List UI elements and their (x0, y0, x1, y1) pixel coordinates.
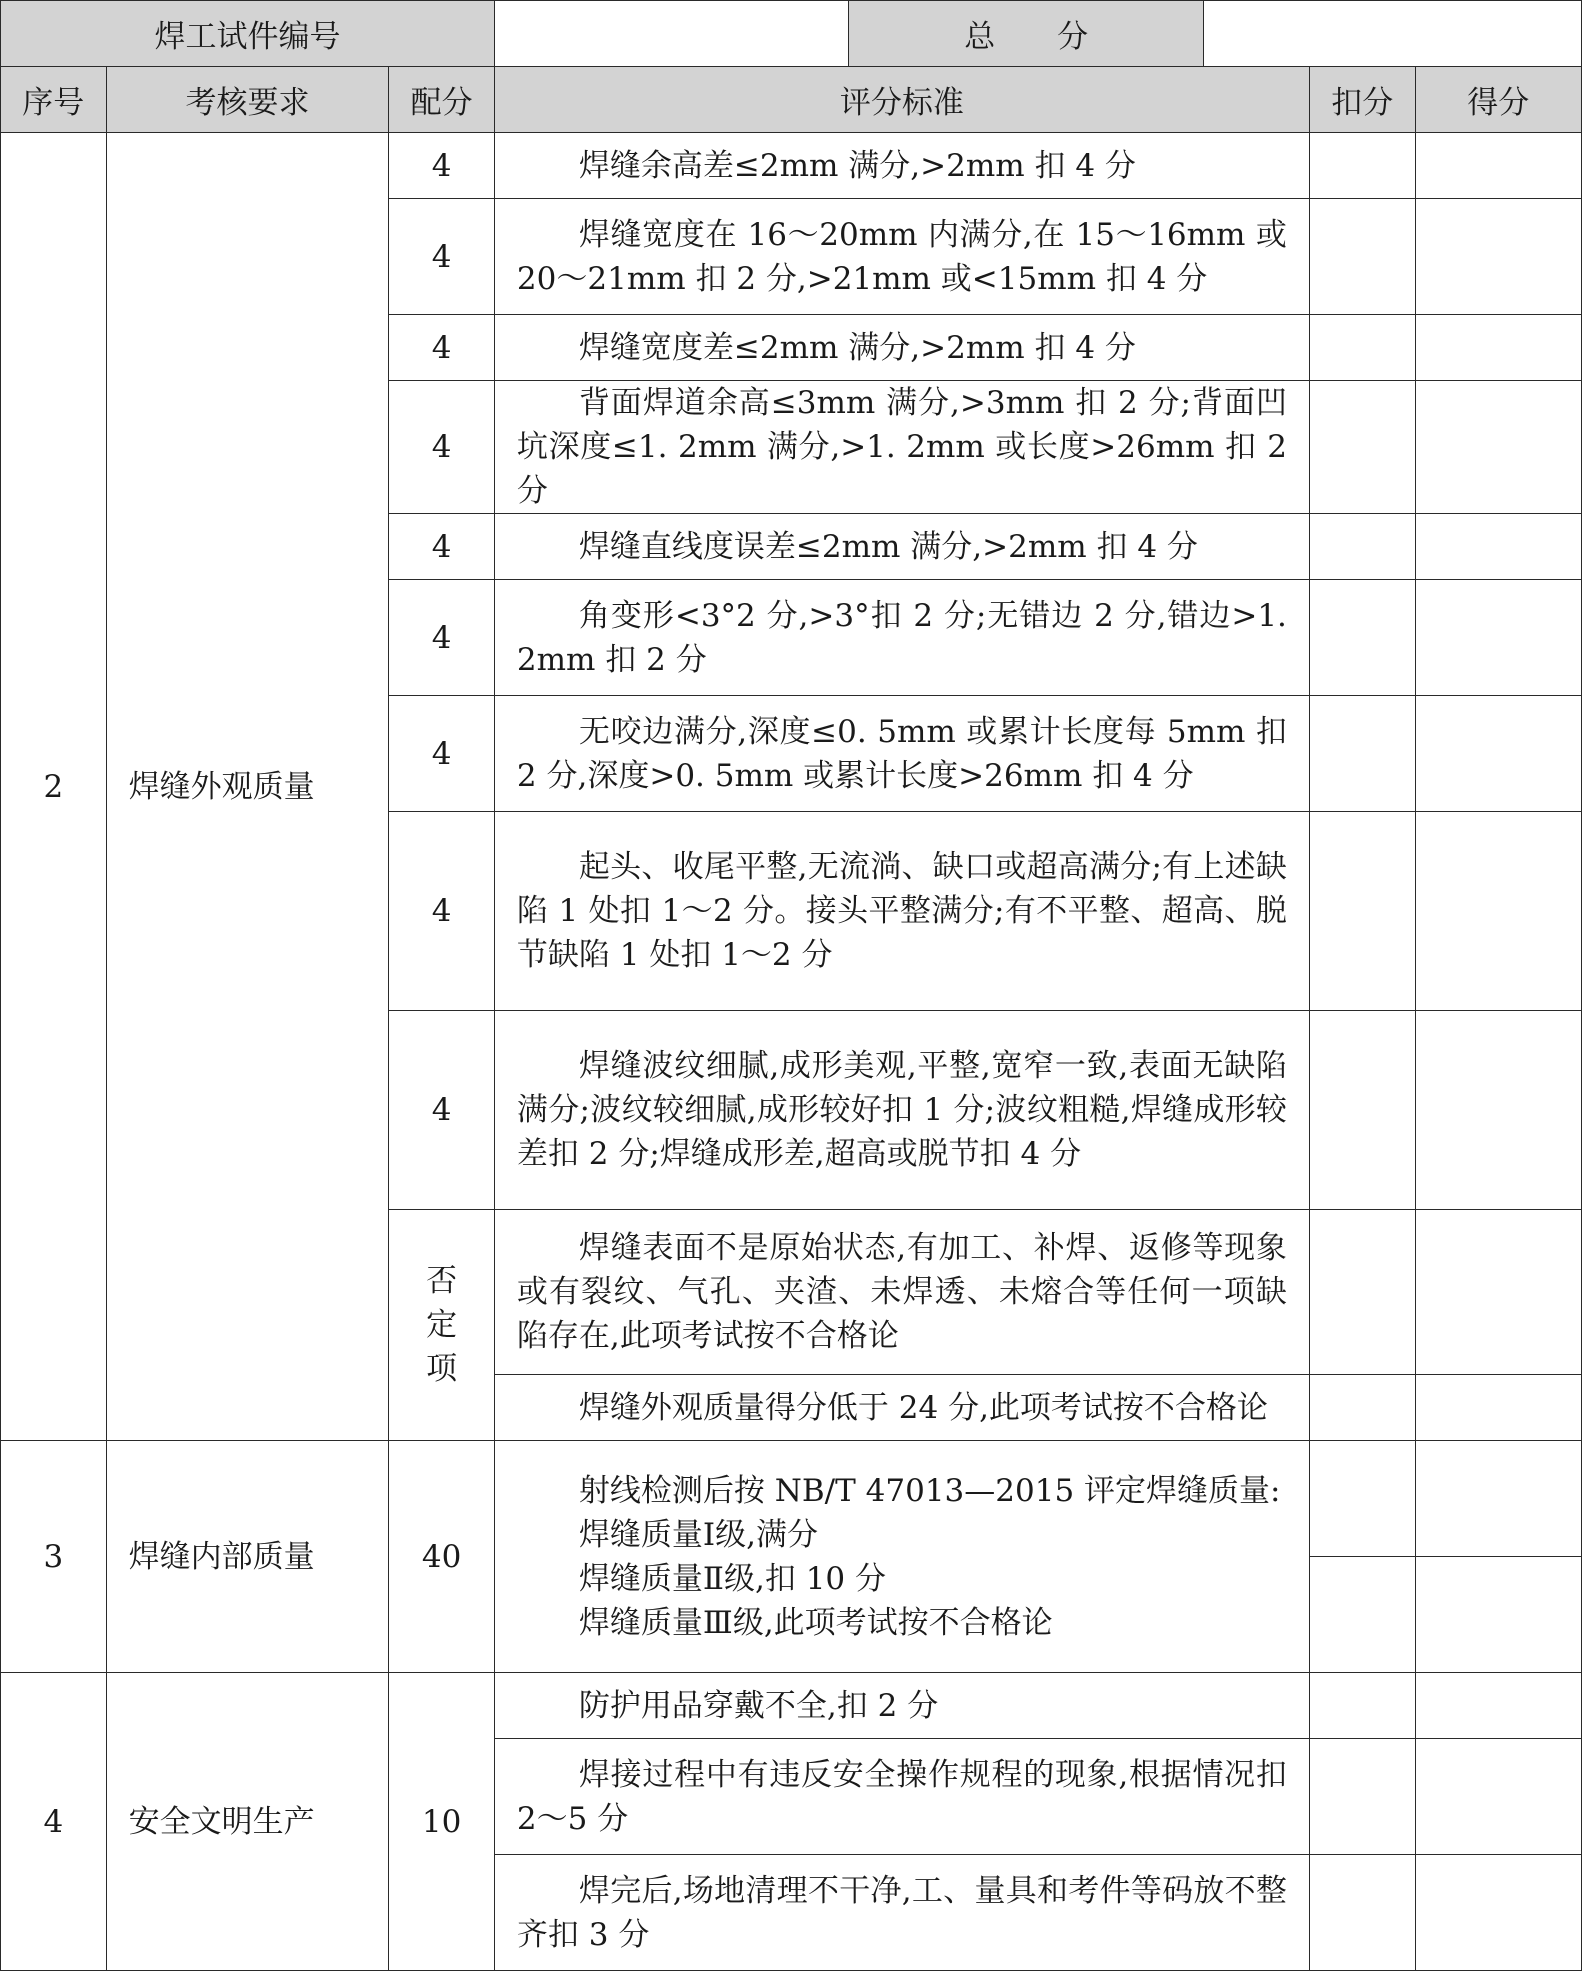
section-seq: 4 (1, 1673, 107, 1971)
deduct-cell[interactable] (1309, 1011, 1415, 1210)
veto-label-text: 否定项 (426, 1263, 458, 1387)
section-requirement: 安全文明生产 (106, 1673, 389, 1971)
deduct-cell[interactable] (1309, 812, 1415, 1011)
row-points: 4 (389, 812, 495, 1011)
deduct-cell[interactable] (1309, 696, 1415, 812)
score-cell[interactable] (1415, 1210, 1581, 1375)
total-score-value[interactable] (1204, 1, 1582, 67)
row-points: 4 (389, 381, 495, 514)
veto-label (389, 1210, 495, 1441)
score-cell[interactable] (1415, 1011, 1581, 1210)
row-criteria: 焊缝直线度误差≤2mm 满分,>2mm 扣 4 分 (494, 514, 1309, 580)
row-points: 4 (389, 580, 495, 696)
criteria-line: 焊缝质量Ⅰ级,满分 (578, 1516, 819, 1553)
section-seq: 3 (1, 1441, 107, 1673)
test-piece-number-value[interactable] (494, 1, 848, 67)
row-criteria: 背面焊道余高≤3mm 满分,>3mm 扣 2 分;背面凹坑深度≤1. 2mm 满分,>1. 2mm 或长度>26mm 扣 2 分 (494, 381, 1309, 514)
column-header-requirement: 考核要求 (106, 67, 389, 133)
row-criteria: 无咬边满分,深度≤0. 5mm 或累计长度每 5mm 扣 2 分,深度>0. 5mm 或累计长度>26mm 扣 4 分 (494, 696, 1309, 812)
deduct-cell[interactable] (1309, 1441, 1415, 1673)
row-criteria: 角变形<3°2 分,>3°扣 2 分;无错边 2 分,错边>1. 2mm 扣 2 分 (494, 580, 1309, 696)
deduct-cell[interactable] (1309, 1375, 1415, 1441)
row-criteria: 焊缝余高差≤2mm 满分,>2mm 扣 4 分 (494, 133, 1309, 199)
score-cell[interactable] (1415, 381, 1581, 514)
column-header-criteria: 评分标准 (494, 67, 1309, 133)
deduct-cell[interactable] (1309, 1855, 1415, 1971)
deduct-cell[interactable] (1309, 315, 1415, 381)
row-criteria: 焊缝宽度在 16～20mm 内满分,在 15～16mm 或 20～21mm 扣 2 分,>21mm 或<15mm 扣 4 分 (494, 199, 1309, 315)
score-cell[interactable] (1415, 315, 1581, 381)
row-criteria: 起头、收尾平整,无流淌、缺口或超高满分;有上述缺陷 1 处扣 1～2 分。接头平整满分;有不平整、超高、脱节缺陷 1 处扣 1～2 分 (494, 812, 1309, 1011)
row-criteria: 焊完后,场地清理不干净,工、量具和考件等码放不整齐扣 3 分 (494, 1855, 1309, 1971)
score-cell[interactable] (1415, 1739, 1581, 1855)
score-cell[interactable] (1415, 133, 1581, 199)
criteria-line: 射线检测后按 NB/T 47013—2015 评定焊缝质量: (578, 1472, 1281, 1509)
deduct-cell[interactable] (1309, 1210, 1415, 1375)
section-requirement: 焊缝外观质量 (106, 133, 389, 1441)
test-piece-number-label: 焊工试件编号 (1, 1, 495, 67)
table-row (1, 133, 1582, 199)
score-cell[interactable] (1415, 1673, 1581, 1739)
row-criteria: 防护用品穿戴不全,扣 2 分 (494, 1673, 1309, 1739)
score-cell[interactable] (1415, 580, 1581, 696)
score-cell[interactable] (1415, 1855, 1581, 1971)
deduct-cell[interactable] (1309, 514, 1415, 580)
row-criteria: 焊接过程中有违反安全操作规程的现象,根据情况扣 2～5 分 (494, 1739, 1309, 1855)
criteria-line: 焊缝质量Ⅲ级,此项考试按不合格论 (578, 1604, 1053, 1641)
row-points: 4 (389, 514, 495, 580)
row-criteria: 焊缝外观质量得分低于 24 分,此项考试按不合格论 (494, 1375, 1309, 1441)
deduct-cell[interactable] (1309, 381, 1415, 514)
score-cell[interactable] (1415, 812, 1581, 1011)
row-points: 10 (389, 1673, 495, 1971)
table-row (1, 1441, 1582, 1673)
score-cell[interactable] (1415, 199, 1581, 315)
column-header-points: 配分 (389, 67, 495, 133)
score-cell-lower[interactable] (1416, 1557, 1581, 1672)
deduct-cell-lower[interactable] (1310, 1557, 1415, 1672)
row-points: 4 (389, 133, 495, 199)
score-cell[interactable] (1415, 1441, 1581, 1673)
row-points: 4 (389, 199, 495, 315)
score-cell[interactable] (1415, 1375, 1581, 1441)
column-header-seq: 序号 (1, 67, 107, 133)
row-criteria: 焊缝宽度差≤2mm 满分,>2mm 扣 4 分 (494, 315, 1309, 381)
column-header-score: 得分 (1415, 67, 1581, 133)
score-cell[interactable] (1415, 514, 1581, 580)
table-row (1, 1673, 1582, 1739)
deduct-cell[interactable] (1309, 580, 1415, 696)
criteria-line: 焊缝质量Ⅱ级,扣 10 分 (578, 1560, 886, 1597)
row-criteria: 焊缝表面不是原始状态,有加工、补焊、返修等现象或有裂纹、气孔、夹渣、未焊透、未熔合等任何一项缺陷存在,此项考试按不合格论 (494, 1210, 1309, 1375)
deduct-cell[interactable] (1309, 133, 1415, 199)
row-points: 4 (389, 315, 495, 381)
score-cell-upper[interactable] (1416, 1442, 1581, 1557)
deduct-cell[interactable] (1309, 1673, 1415, 1739)
section-requirement: 焊缝内部质量 (106, 1441, 389, 1673)
score-cell[interactable] (1415, 696, 1581, 812)
deduct-cell-upper[interactable] (1310, 1442, 1415, 1557)
row-points: 4 (389, 696, 495, 812)
column-header-deduct: 扣分 (1309, 67, 1415, 133)
section-seq: 2 (1, 133, 107, 1441)
row-criteria: 焊缝波纹细腻,成形美观,平整,宽窄一致,表面无缺陷满分;波纹较细腻,成形较好扣 1 分;波纹粗糙,焊缝成形较差扣 2 分;焊缝成形差,超高或脱节扣 4 分 (494, 1011, 1309, 1210)
deduct-cell[interactable] (1309, 199, 1415, 315)
deduct-cell[interactable] (1309, 1739, 1415, 1855)
row-criteria (494, 1441, 1309, 1673)
total-score-label: 总 分 (849, 1, 1204, 67)
row-points: 4 (389, 1011, 495, 1210)
row-points: 40 (389, 1441, 495, 1673)
